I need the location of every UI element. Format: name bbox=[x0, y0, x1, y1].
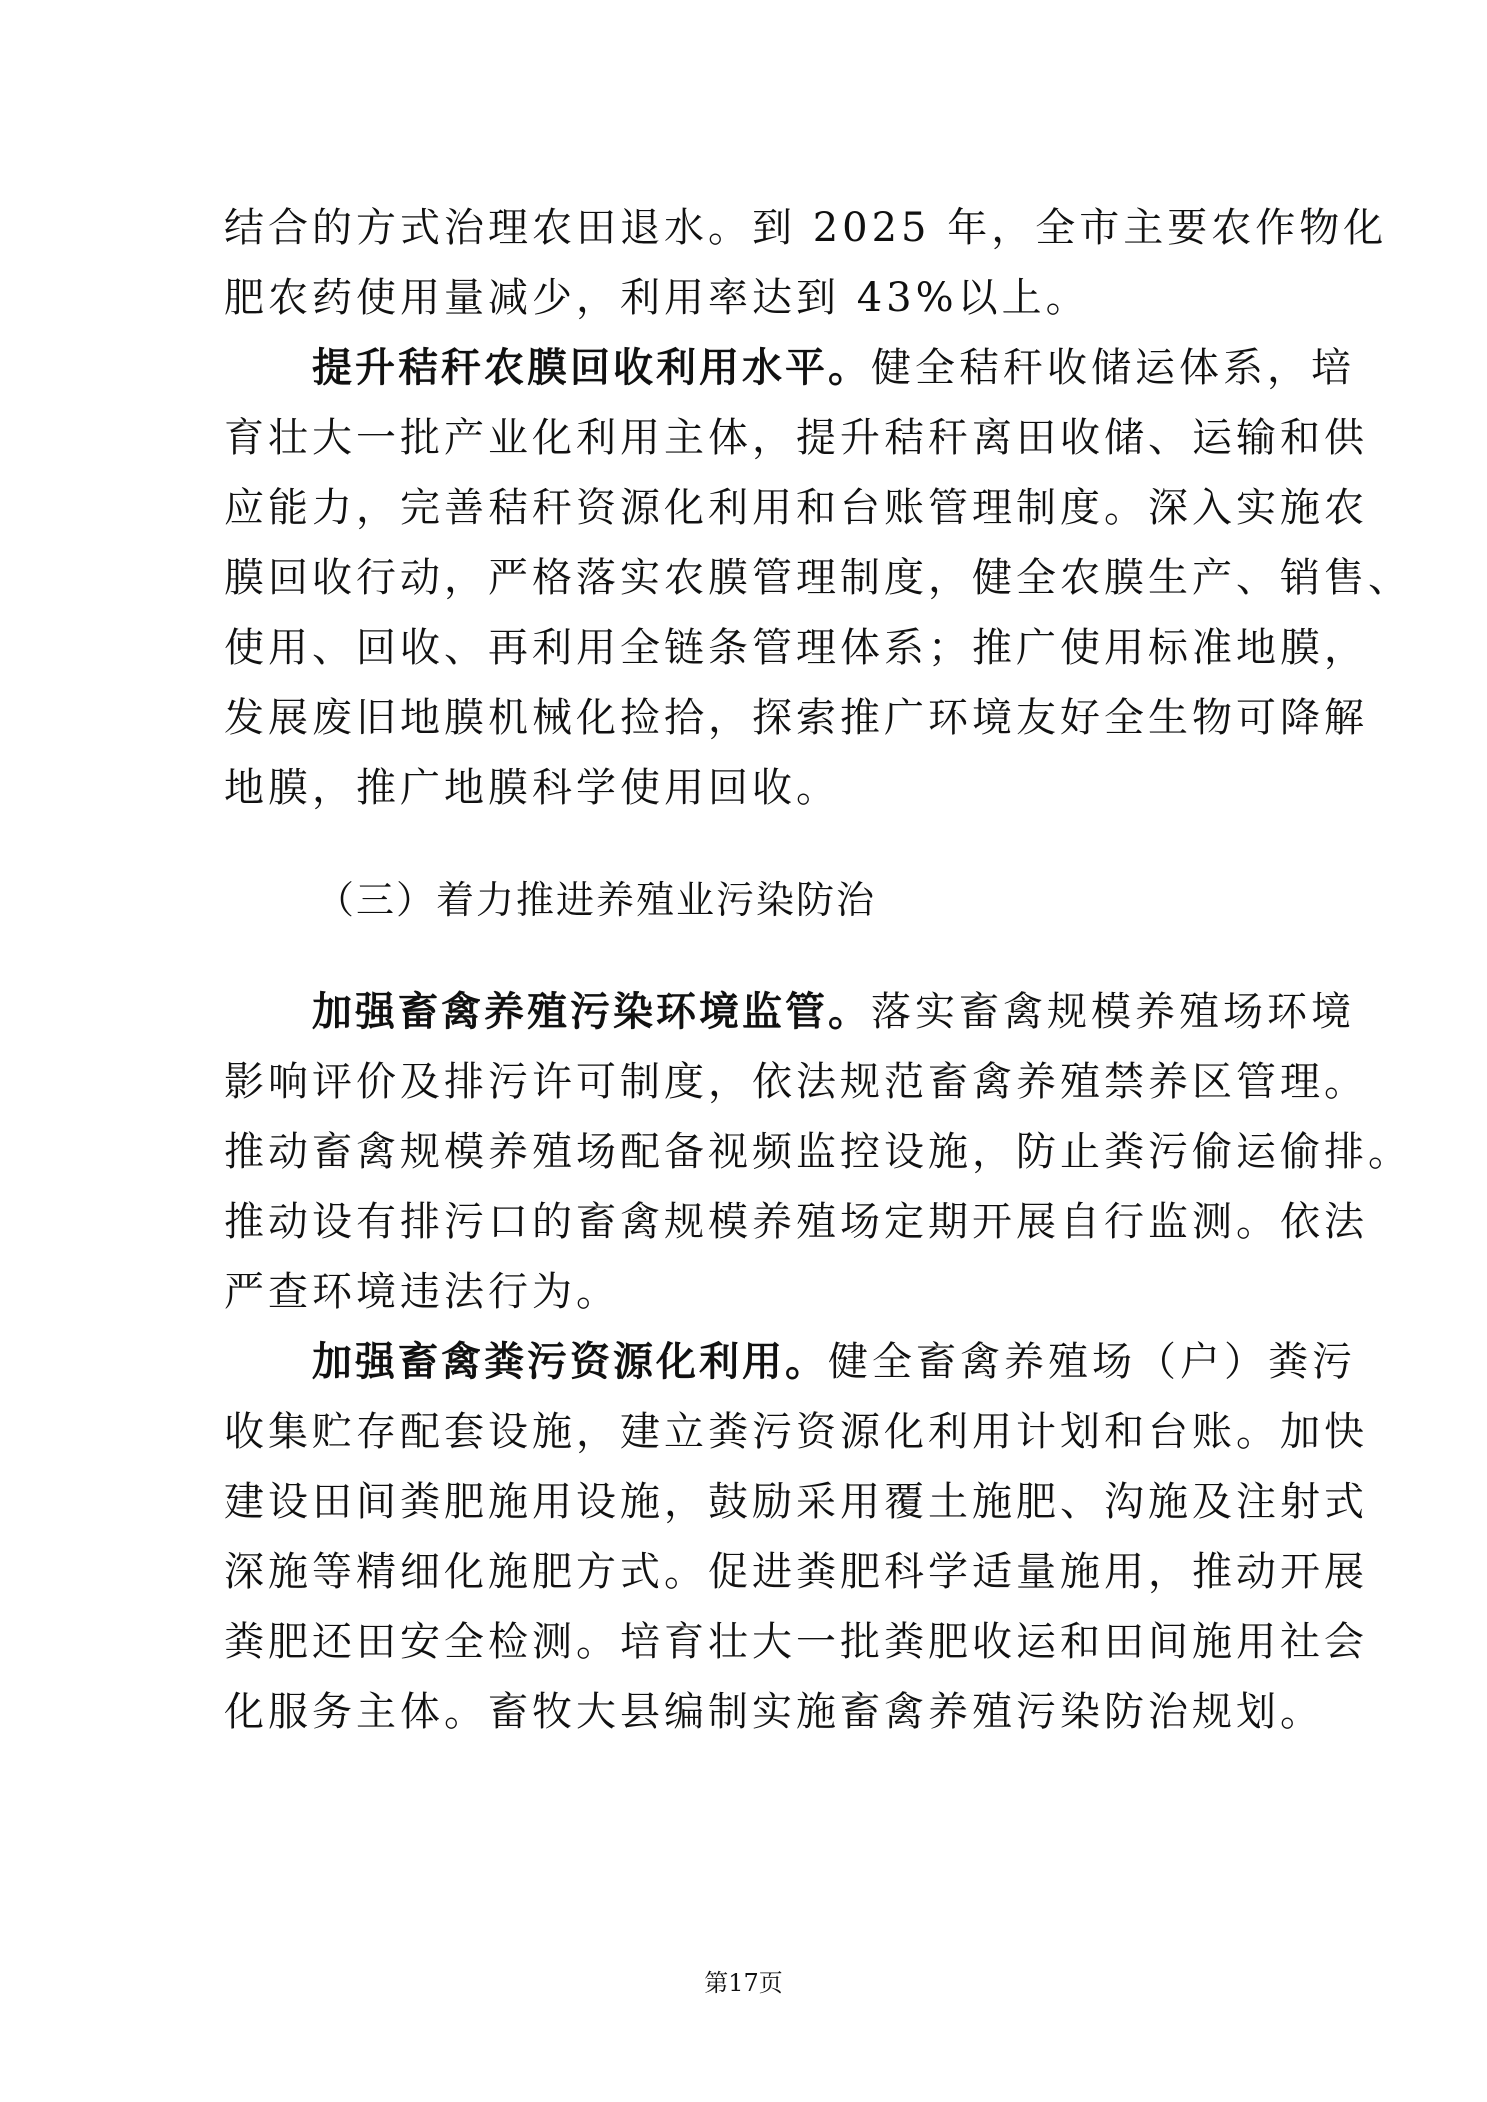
line-text: 化服务主体。畜牧大县编制实施畜禽养殖污染防治规划。 bbox=[224, 1689, 1324, 1735]
line-text: 落实畜禽规模养殖场环境 bbox=[871, 989, 1355, 1035]
line-text: 育壮大一批产业化利用主体，提升秸秆离田收储、运输和供 bbox=[224, 415, 1368, 461]
line-text: 地膜，推广地膜科学使用回收。 bbox=[224, 765, 840, 811]
line-text: 结合的方式治理农田退水。到 2025 年，全市主要农作物化 bbox=[224, 205, 1388, 251]
line-text: 发展废旧地膜机械化捡拾，探索推广环境友好全生物可降解 bbox=[224, 695, 1368, 741]
line-text: 健全秸秆收储运体系，培 bbox=[871, 345, 1355, 391]
line-text: 严查环境违法行为。 bbox=[224, 1269, 620, 1315]
text-line bbox=[224, 624, 1368, 672]
line-text: 膜回收行动，严格落实农膜管理制度，健全农膜生产、销售、 bbox=[224, 555, 1412, 601]
line-text: 影响评价及排污许可制度，依法规范畜禽养殖禁养区管理。 bbox=[224, 1059, 1368, 1105]
text-line bbox=[224, 1058, 1368, 1106]
paragraph-lead-line bbox=[312, 988, 1355, 1036]
line-text: 推动畜禽规模养殖场配备视频监控设施，防止粪污偷运偷排。 bbox=[224, 1129, 1412, 1175]
text-line bbox=[224, 1268, 620, 1316]
text-line bbox=[224, 274, 1090, 322]
paragraph-lead: 加强畜禽粪污资源化利用。 bbox=[312, 1339, 828, 1385]
paragraph-lead-line bbox=[312, 344, 1355, 392]
text-line bbox=[224, 1408, 1368, 1456]
text-line bbox=[224, 1128, 1412, 1176]
line-text: 推动设有排污口的畜禽规模养殖场定期开展自行监测。依法 bbox=[224, 1199, 1368, 1245]
text-line bbox=[224, 764, 840, 812]
page-number: 第17页 bbox=[704, 1969, 783, 1997]
line-text: 健全畜禽养殖场（户）粪污 bbox=[828, 1339, 1356, 1385]
line-text: 深施等精细化施肥方式。促进粪肥科学适量施用，推动开展 bbox=[224, 1549, 1368, 1595]
paragraph-lead: 提升秸秆农膜回收利用水平。 bbox=[312, 345, 871, 391]
line-text: 应能力，完善秸秆资源化利用和台账管理制度。深入实施农 bbox=[224, 485, 1368, 531]
paragraph-lead-line bbox=[312, 1338, 1356, 1386]
section-heading: （三）着力推进养殖业污染防治 bbox=[316, 878, 877, 922]
text-line bbox=[224, 694, 1368, 742]
line-text: 收集贮存配套设施，建立粪污资源化利用计划和台账。加快 bbox=[224, 1409, 1368, 1455]
line-text: 肥农药使用量减少，利用率达到 43%以上。 bbox=[224, 275, 1090, 321]
text-line bbox=[224, 204, 1387, 252]
text-line bbox=[224, 1198, 1368, 1246]
text-line bbox=[224, 1478, 1368, 1526]
text-line bbox=[224, 484, 1368, 532]
line-text: 粪肥还田安全检测。培育壮大一批粪肥收运和田间施用社会 bbox=[224, 1619, 1368, 1665]
text-line bbox=[224, 1618, 1368, 1666]
text-line bbox=[224, 414, 1368, 462]
paragraph-lead: 加强畜禽养殖污染环境监管。 bbox=[312, 989, 871, 1035]
text-line bbox=[224, 1688, 1324, 1736]
line-text: 使用、回收、再利用全链条管理体系；推广使用标准地膜， bbox=[224, 625, 1368, 671]
text-line bbox=[224, 1548, 1368, 1596]
line-text: 建设田间粪肥施用设施，鼓励采用覆土施肥、沟施及注射式 bbox=[224, 1479, 1368, 1525]
text-line bbox=[224, 554, 1412, 602]
